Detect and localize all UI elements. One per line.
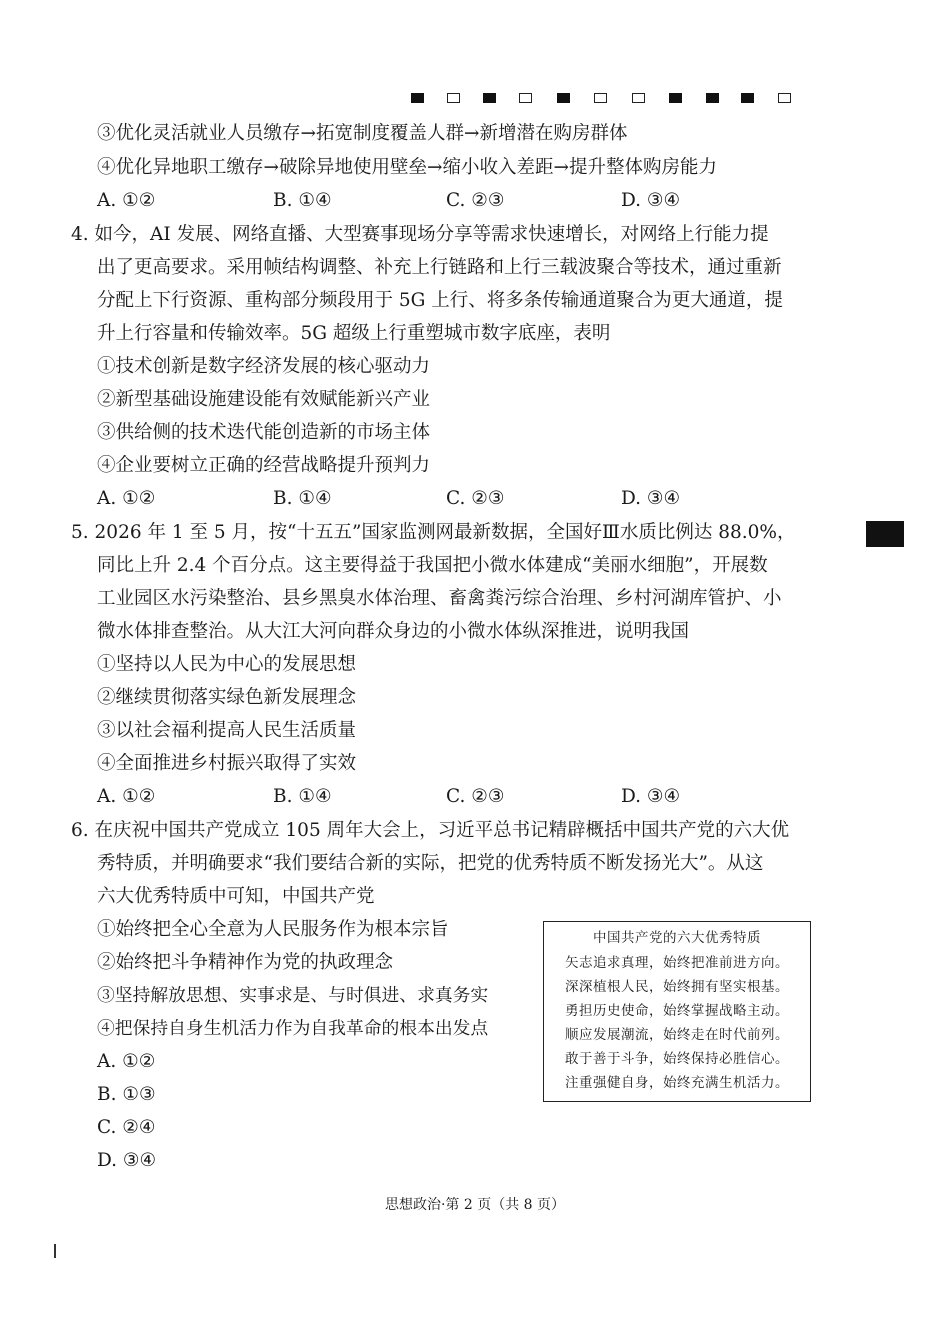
q5-stem-line: 微水体排查整治。从大江大河向群众身边的小微水体纵深推进，说明我国 xyxy=(97,621,690,642)
q6-stem-line: 秀特质，并明确要求“我们要结合新的实际，把党的优秀特质不断发扬光大”。从这 xyxy=(97,853,764,874)
q4-item-3: ③供给侧的技术迭代能创造新的市场主体 xyxy=(97,422,431,443)
registration-mark xyxy=(594,93,607,103)
q4-stem-line: 4. 如今，AI 发展、网络直播、大型赛事现场分享等需求快速增长，对网络上行能力提 xyxy=(71,224,769,245)
q3-option-d: D. ③④ xyxy=(621,190,681,211)
q5-stem-line: 5. 2026 年 1 至 5 月，按“十五五”国家监测网最新数据，全国好Ⅲ水质比例达 88.0%， xyxy=(71,522,796,543)
q6-option-b: B. ①③ xyxy=(97,1084,156,1105)
margin-tick xyxy=(54,1244,56,1258)
q3-item-4: ④优化异地职工缴存→破除异地使用壁垒→缩小收入差距→提升整体购房能力 xyxy=(97,157,718,178)
registration-mark xyxy=(483,93,496,103)
registration-mark xyxy=(669,93,682,103)
q6-stem-line: 六大优秀特质中可知，中国共产党 xyxy=(97,886,375,907)
q6-option-d: D. ③④ xyxy=(97,1150,157,1171)
q6-stem-line: 6. 在庆祝中国共产党成立 105 周年大会上，习近平总书记精辟概括中国共产党的六大优 xyxy=(71,820,790,841)
q4-option-c: C. ②③ xyxy=(446,488,505,509)
q5-item-4: ④全面推进乡村振兴取得了实效 xyxy=(97,753,357,774)
q6-material-box xyxy=(543,921,811,1102)
q5-option-c: C. ②③ xyxy=(446,786,505,807)
registration-mark xyxy=(447,93,460,103)
page-footer: 思想政治·第 2 页（共 8 页） xyxy=(384,1197,566,1213)
q3-option-a: A. ①② xyxy=(97,190,156,211)
q5-item-2: ②继续贯彻落实绿色新发展理念 xyxy=(97,687,357,708)
q5-option-d: D. ③④ xyxy=(621,786,681,807)
q6-item-3: ③坚持解放思想、实事求是、与时俱进、求真务实 xyxy=(97,985,489,1006)
q6-material-row: 深深植根人民，始终拥有坚实根基。 xyxy=(565,979,789,995)
q6-material-row: 敢于善于斗争，始终保持必胜信心。 xyxy=(565,1051,789,1067)
q4-item-1: ①技术创新是数字经济发展的核心驱动力 xyxy=(97,356,431,377)
registration-mark xyxy=(557,93,570,103)
q5-item-1: ①坚持以人民为中心的发展思想 xyxy=(97,654,357,675)
registration-mark xyxy=(632,93,645,103)
q6-option-c: C. ②④ xyxy=(97,1117,156,1138)
q4-item-4: ④企业要树立正确的经营战略提升预判力 xyxy=(97,455,431,476)
q4-stem-line: 出了更高要求。采用帧结构调整、补充上行链路和上行三载波聚合等技术，通过重新 xyxy=(97,257,782,278)
q6-material-row: 注重强健自身，始终充满生机活力。 xyxy=(565,1075,789,1091)
q4-option-a: A. ①② xyxy=(97,488,156,509)
q5-stem-line: 同比上升 2.4 个百分点。这主要得益于我国把小微水体建成“美丽水细胞”，开展数 xyxy=(97,555,768,576)
q4-option-d: D. ③④ xyxy=(621,488,681,509)
q5-option-b: B. ①④ xyxy=(273,786,332,807)
q5-stem-line: 工业园区水污染整治、县乡黑臭水体治理、畜禽粪污综合治理、乡村河湖库管护、小 xyxy=(97,588,782,609)
side-black-tab xyxy=(866,521,904,547)
q4-stem-line: 升上行容量和传输效率。5G 超级上行重塑城市数字底座，表明 xyxy=(97,323,611,344)
q6-item-4: ④把保持自身生机活力作为自我革命的根本出发点 xyxy=(97,1018,489,1039)
q4-stem-line: 分配上下行资源、重构部分频段用于 5G 上行、将多条传输通道聚合为更大通道，提 xyxy=(97,290,783,311)
q6-item-1: ①始终把全心全意为人民服务作为根本宗旨 xyxy=(97,919,449,940)
registration-mark xyxy=(778,93,791,103)
q6-material-row: 顺应发展潮流，始终走在时代前列。 xyxy=(565,1027,789,1043)
q4-item-2: ②新型基础设施建设能有效赋能新兴产业 xyxy=(97,389,431,410)
q3-option-b: B. ①④ xyxy=(273,190,332,211)
registration-mark xyxy=(706,93,719,103)
q6-material-row: 矢志追求真理，始终把准前进方向。 xyxy=(565,955,789,971)
q6-material-title: 中国共产党的六大优秀特质 xyxy=(593,930,761,946)
q4-option-b: B. ①④ xyxy=(273,488,332,509)
q6-item-2: ②始终把斗争精神作为党的执政理念 xyxy=(97,952,394,973)
registration-mark xyxy=(519,93,532,103)
q6-option-a: A. ①② xyxy=(97,1051,156,1072)
q6-material-row: 勇担历史使命，始终掌握战略主动。 xyxy=(565,1003,789,1019)
q3-item-3: ③优化灵活就业人员缴存→拓宽制度覆盖人群→新增潜在购房群体 xyxy=(97,123,628,144)
q3-option-c: C. ②③ xyxy=(446,190,505,211)
q5-item-3: ③以社会福利提高人民生活质量 xyxy=(97,720,357,741)
registration-mark xyxy=(741,93,754,103)
registration-mark xyxy=(411,93,424,103)
q5-option-a: A. ①② xyxy=(97,786,156,807)
